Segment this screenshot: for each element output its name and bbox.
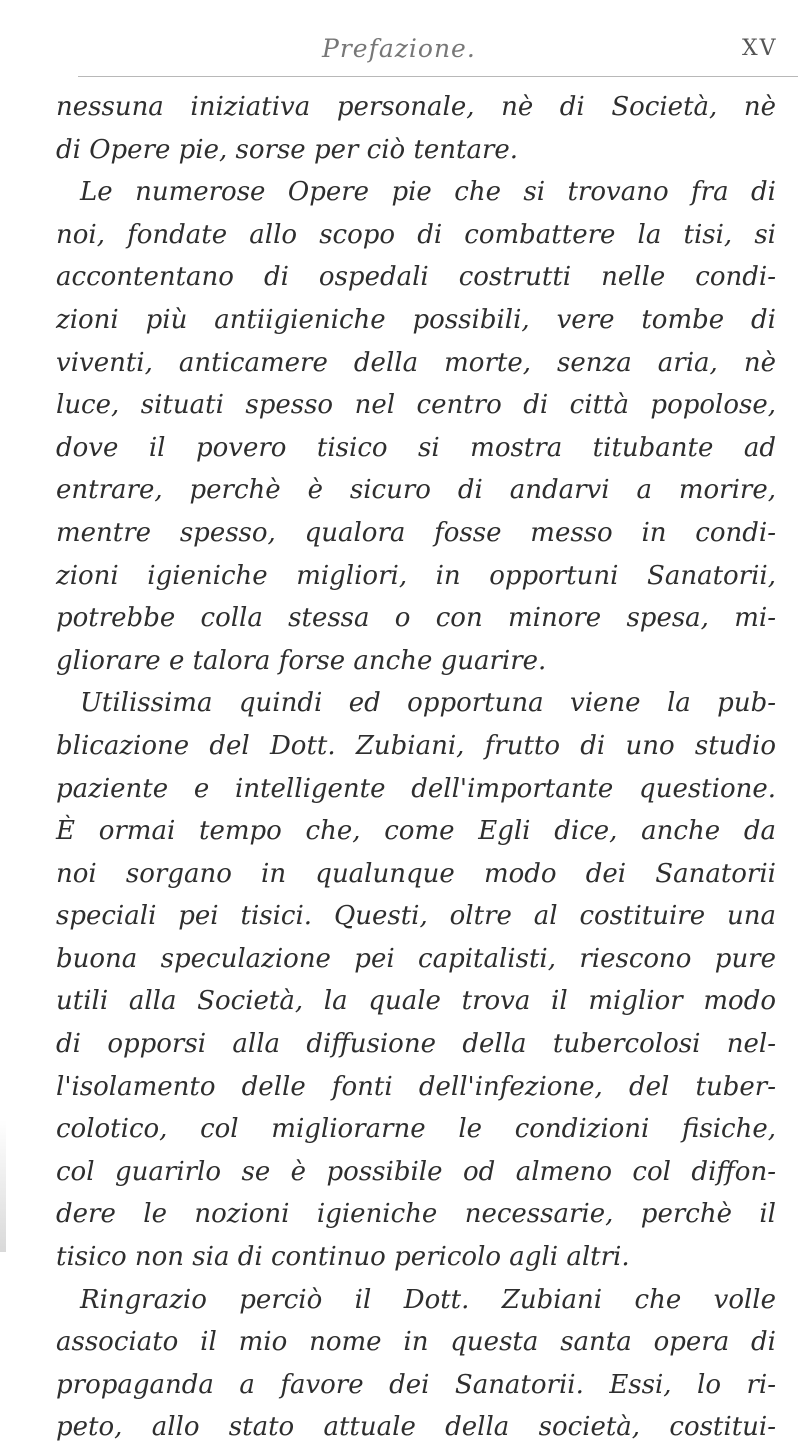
text-line: potrebbe colla stessa o con minore spesa, mi- (56, 603, 776, 634)
text-line: entrare, perchè è sicuro di andarvi a morire, (56, 475, 776, 506)
text-line: Utilissima quindi ed opportuna viene la pub- (80, 688, 776, 719)
page-number: XV (742, 36, 778, 61)
text-line: luce, situati spesso nel centro di città popolose, (56, 390, 776, 421)
text-line: dove il povero tisico si mostra titubante ad (56, 432, 776, 463)
text-line: paziente e intelligente dell'importante questione. (56, 773, 776, 804)
text-line: peto, allo stato attuale della società, costitui- (56, 1412, 776, 1443)
text-line: propaganda a favore dei Sanatorii. Essi, lo ri- (56, 1369, 776, 1400)
running-title: Prefazione. (322, 34, 476, 63)
text-line: Le numerose Opere pie che si trovano fra di (80, 177, 776, 208)
text-line: noi sorgano in qualunque modo dei Sanatorii (56, 858, 776, 889)
text-line: di Opere pie, sorse per ciò tentare. (56, 134, 519, 165)
text-line: speciali pei tisici. Questi, oltre al costituire una (56, 901, 776, 932)
text-line: È ormai tempo che, come Egli dice, anche da (56, 816, 776, 847)
body-text (56, 86, 776, 1449)
text-line: l'isolamento delle fonti dell'infezione, del tuber- (56, 1071, 776, 1102)
text-line: noi, fondate allo scopo di combattere la tisi, si (56, 219, 776, 250)
text-line: tisico non sia di continuo pericolo agli altri. (56, 1242, 630, 1273)
text-line: nessuna iniziativa personale, nè di Società, nè (56, 92, 776, 122)
text-line: blicazione del Dott. Zubiani, frutto di uno studio (56, 730, 776, 761)
text-line: di opporsi alla diffusione della tubercolosi nel- (56, 1029, 776, 1060)
text-line: dere le nozioni igieniche necessarie, perchè il (56, 1199, 776, 1230)
text-line: utili alla Società, la quale trova il miglior modo (56, 986, 776, 1017)
text-line: zioni più antiigieniche possibili, vere tombe di (56, 304, 776, 335)
text-line: colotico, col migliorarne le condizioni fisiche, (56, 1114, 776, 1145)
header-rule (78, 76, 798, 77)
text-line: viventi, anticamere della morte, senza aria, nè (56, 347, 776, 378)
text-line: buona speculazione pei capitalisti, riescono pure (56, 943, 776, 974)
text-line: zioni igieniche migliori, in opportuni Sanatorii, (56, 560, 776, 591)
text-line: associato il mio nome in questa santa opera di (56, 1327, 776, 1358)
running-head (0, 34, 800, 74)
page-edge-shadow (0, 1120, 6, 1252)
text-line: Ringrazio perciò il Dott. Zubiani che volle (80, 1284, 776, 1315)
text-line: accontentano di ospedali costrutti nelle condi- (56, 262, 776, 293)
text-line: col guarirlo se è possibile od almeno col diffon- (56, 1156, 776, 1187)
text-line: mentre spesso, qualora fosse messo in condi- (56, 517, 776, 548)
text-line: gliorare e talora forse anche guarire. (56, 645, 547, 676)
